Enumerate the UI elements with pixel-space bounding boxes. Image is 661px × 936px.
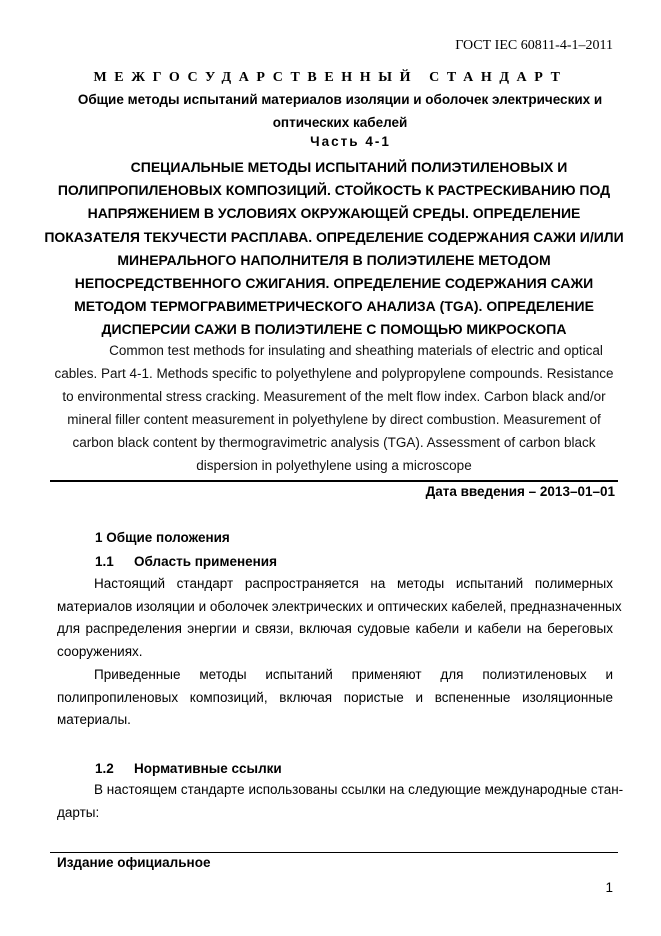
paragraph-line: Приведенные методы испытаний применяют для полиэтиленовых и [94, 667, 613, 682]
english-title-line: Common test methods for insulating and sheathing materials of electric and optical [109, 343, 603, 358]
section-1-1-number: 1.1 [95, 554, 114, 569]
normative-references-paragraph [57, 779, 624, 824]
main-title-line: ДИСПЕРСИИ САЖИ В ПОЛИЭТИЛЕНЕ С ПОМОЩЬЮ МИКРОСКОПА [101, 321, 567, 338]
paragraph-line: сооружениях. [57, 643, 143, 659]
english-title-line: dispersion in polyethylene using a microscope [196, 458, 472, 473]
main-title-line: НАПРЯЖЕНИЕМ В УСЛОВИЯХ ОКРУЖАЮЩЕЙ СРЕДЫ. ОПРЕДЕЛЕНИЕ [87, 205, 581, 222]
paragraph-line: полипропиленовых композиций, включая пористые и вспененные изоляционные [57, 689, 613, 705]
section-1-2-number: 1.2 [95, 761, 114, 776]
main-title-line: МЕТОДОМ ТЕРМОГРАВИМЕТРИЧЕСКОГО АНАЛИЗА (TGA). ОПРЕДЕЛЕНИЕ [74, 298, 594, 315]
part-number: Часть 4-1 [310, 134, 391, 149]
introduction-date: Дата введения – 2013–01–01 [425, 484, 615, 499]
document-code: ГОСТ IEC 60811-4-1–2011 [455, 38, 613, 53]
english-title-line: cables. Part 4-1. Methods specific to polyethylene and polypropylene compounds. Resistance [54, 366, 614, 381]
scope-paragraph-1 [57, 573, 622, 663]
paragraph-line: В настоящем стандарте использованы ссылки на следующие международные стан- [94, 782, 624, 797]
official-edition-label: Издание официальное [57, 855, 211, 870]
main-title [40, 156, 628, 342]
general-title-line-1: Общие методы испытаний материалов изоляции и оболочек электрических и [77, 92, 603, 107]
main-title-line: НЕПОСРЕДСТВЕННОГО СЖИГАНИЯ. ОПРЕДЕЛЕНИЕ СОДЕРЖАНИЯ САЖИ [74, 275, 594, 292]
english-title-line: carbon black content by thermogravimetric analysis (TGA). Assessment of carbon black [72, 435, 596, 450]
scope-paragraph-2 [57, 664, 613, 732]
title-divider [50, 480, 618, 482]
main-title-line: СПЕЦИАЛЬНЫЕ МЕТОДЫ ИСПЫТАНИЙ ПОЛИЭТИЛЕНОВЫХ И [130, 159, 568, 175]
paragraph-line: материалы. [57, 712, 131, 727]
main-title-line: ПОЛИПРОПИЛЕНОВЫХ КОМПОЗИЦИЙ. СТОЙКОСТЬ К РАСТРЕСКИВАНИЮ ПОД [57, 182, 611, 199]
general-title-line-2: оптических кабелей [272, 115, 408, 130]
english-title-line: mineral filler content measurement in polyethylene by direct combustion. Measurement of [67, 412, 601, 427]
paragraph-line: Настоящий стандарт распространяется на методы испытаний полимерных [94, 576, 613, 591]
main-title-line: МИНЕРАЛЬНОГО НАПОЛНИТЕЛЯ В ПОЛИЭТИЛЕНЕ МЕТОДОМ [117, 251, 551, 268]
section-1-heading: 1 Общие положения [95, 530, 230, 545]
english-title-line: to environmental stress cracking. Measurement of the melt flow index. Carbon black and/or [62, 389, 606, 404]
interstate-standard-banner: МЕЖГОСУДАРСТВЕННЫЙ СТАНДАРТ [93, 70, 568, 85]
section-1-1-title: Область применения [134, 554, 277, 569]
paragraph-line: материалов изоляции и оболочек электрических и оптических кабелей, предназначенных [57, 598, 622, 614]
paragraph-line: для распределения энергии и связи, включая судовые кабели и кабели на береговых [57, 621, 613, 636]
main-title-line: ПОКАЗАТЕЛЯ ТЕКУЧЕСТИ РАСПЛАВА. ОПРЕДЕЛЕНИЕ СОДЕРЖАНИЯ САЖИ И/ИЛИ [44, 228, 624, 245]
paragraph-line: дарты: [57, 804, 100, 820]
page-number: 1 [605, 880, 613, 895]
section-1-2-title: Нормативные ссылки [134, 761, 282, 776]
footer-divider [50, 852, 618, 853]
english-title [48, 339, 620, 477]
